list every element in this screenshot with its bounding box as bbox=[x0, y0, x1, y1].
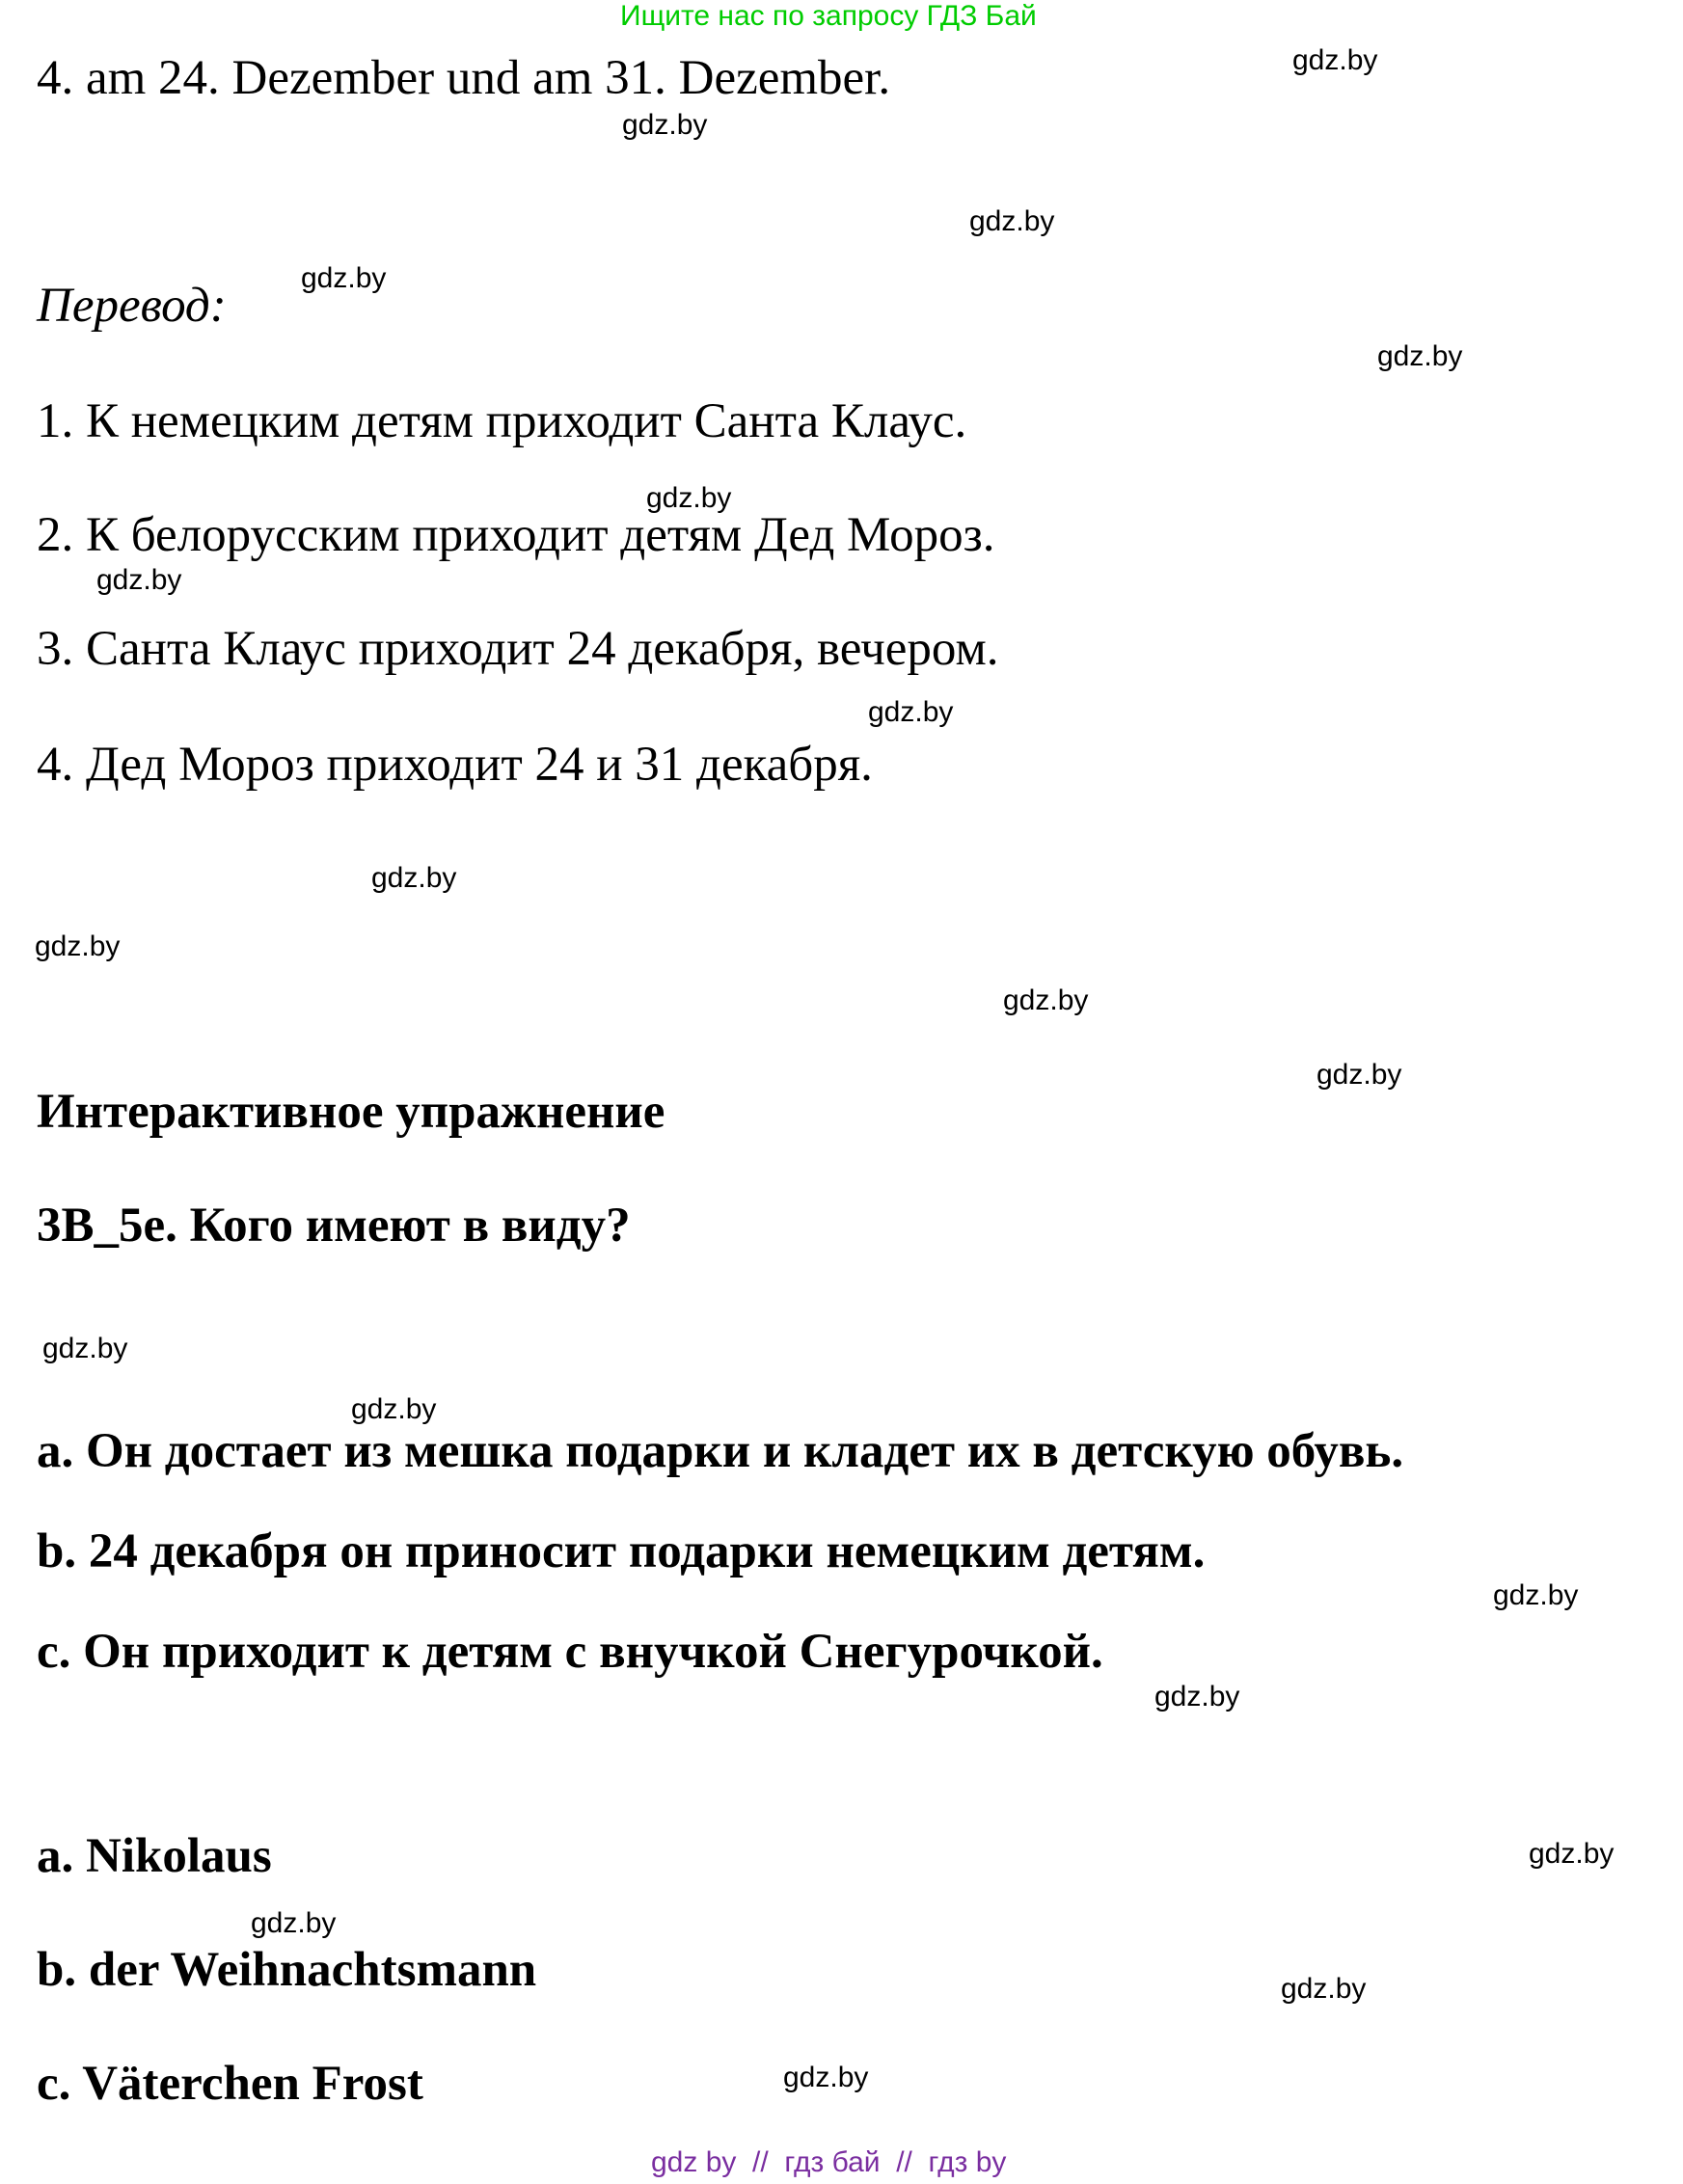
watermark: gdz.by bbox=[646, 482, 732, 514]
watermark: gdz.by bbox=[96, 564, 182, 596]
watermark: gdz.by bbox=[42, 1333, 128, 1364]
translation-item-2: 2. К белорусским приходит детям Дед Мороз. bbox=[37, 508, 995, 562]
watermark: gdz.by bbox=[868, 696, 954, 728]
watermark: gdz.by bbox=[371, 862, 457, 894]
footer-links[interactable]: gdz by // гдз бай // гдз by bbox=[651, 2146, 1007, 2178]
question-a: a. Он достает из мешка подарки и кладет их в детскую обувь. bbox=[37, 1424, 1404, 1478]
watermark: gdz.by bbox=[351, 1393, 437, 1425]
header-banner[interactable]: Ищите нас по запросу ГДЗ Бай bbox=[620, 0, 1037, 32]
watermark: gdz.by bbox=[1377, 340, 1463, 372]
task-title: 3B_5e. Кого имеют в виду? bbox=[37, 1199, 631, 1253]
answer-c: c. Väterchen Frost bbox=[37, 2057, 423, 2111]
answer-b: b. der Weihnachtsmann bbox=[37, 1943, 537, 1997]
watermark: gdz.by bbox=[1292, 44, 1378, 76]
watermark: gdz.by bbox=[1281, 1973, 1367, 2005]
watermark: gdz.by bbox=[622, 109, 708, 141]
translation-heading: Перевод: bbox=[37, 279, 227, 333]
answer-line-4: 4. am 24. Dezember und am 31. Dezember. bbox=[37, 51, 891, 105]
watermark: gdz.by bbox=[783, 2062, 869, 2093]
watermark: gdz.by bbox=[1003, 984, 1089, 1016]
translation-item-3: 3. Санта Клаус приходит 24 декабря, вечером. bbox=[37, 622, 999, 676]
watermark: gdz.by bbox=[35, 930, 121, 962]
watermark: gdz.by bbox=[969, 205, 1055, 237]
question-b: b. 24 декабря он приносит подарки немецким детям. bbox=[37, 1524, 1206, 1578]
watermark: gdz.by bbox=[1493, 1579, 1579, 1611]
watermark: gdz.by bbox=[301, 262, 387, 294]
watermark: gdz.by bbox=[251, 1907, 337, 1939]
translation-item-4: 4. Дед Мороз приходит 24 и 31 декабря. bbox=[37, 738, 873, 792]
watermark: gdz.by bbox=[1154, 1681, 1240, 1712]
question-c: c. Он приходит к детям с внучкой Снегурочкой. bbox=[37, 1625, 1103, 1679]
watermark: gdz.by bbox=[1529, 1838, 1615, 1870]
section-title: Интерактивное упражнение bbox=[37, 1085, 665, 1139]
watermark: gdz.by bbox=[1317, 1059, 1402, 1091]
answer-a: a. Nikolaus bbox=[37, 1829, 272, 1883]
translation-item-1: 1. К немецким детям приходит Санта Клаус. bbox=[37, 394, 967, 448]
